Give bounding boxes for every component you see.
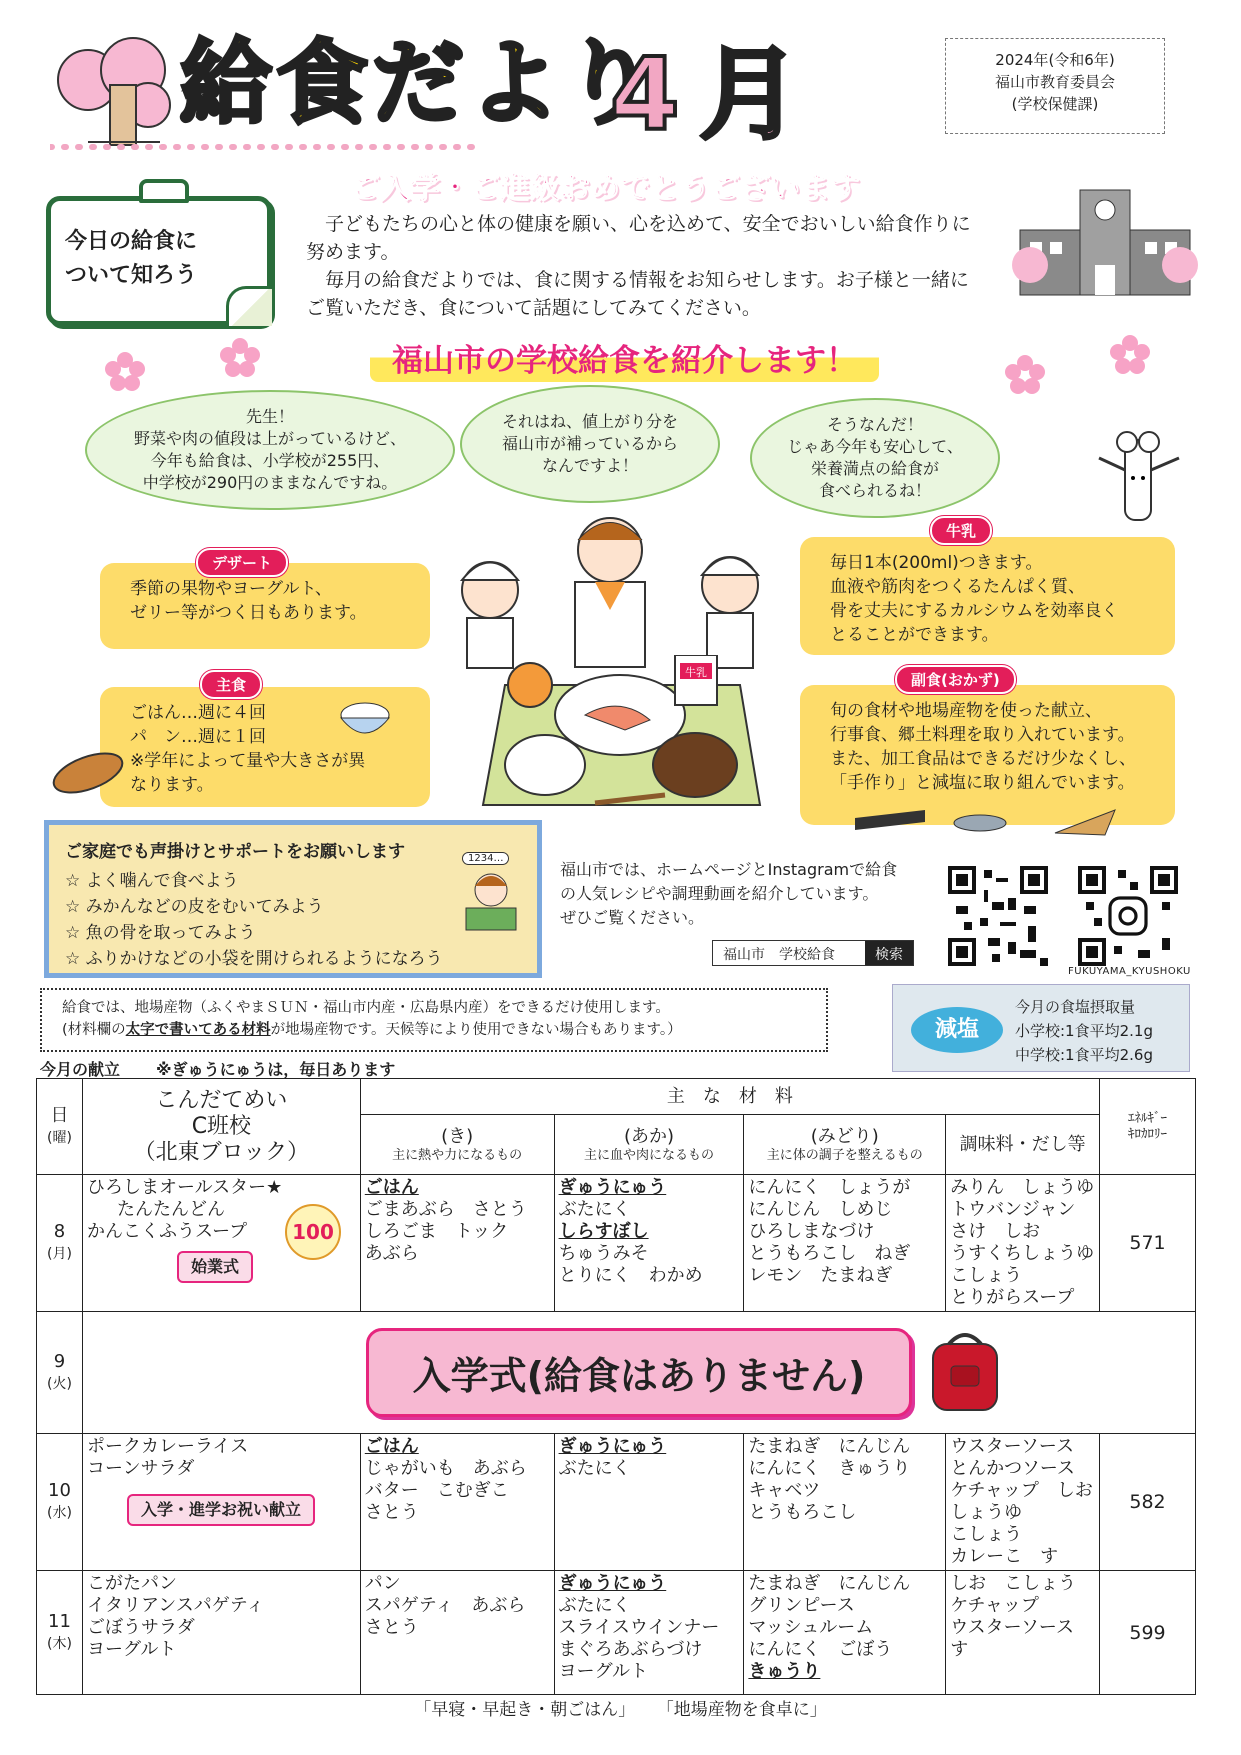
header-red: (あか) 主に血や肉になるもの bbox=[554, 1115, 744, 1175]
search-box[interactable] bbox=[712, 940, 914, 966]
bubble-line: 先生！ bbox=[245, 407, 294, 426]
home-support-item: ☆ みかんなどの皮をむいてみよう bbox=[65, 897, 324, 917]
search-query[interactable]: 福山市 学校給食 bbox=[723, 947, 835, 963]
sakura-icon bbox=[1005, 355, 1045, 395]
side-line: 旬の食材や地場産物を使った献立、 bbox=[830, 701, 1102, 721]
clip-icon bbox=[139, 179, 189, 203]
header-seasoning: 調味料・だし等 bbox=[946, 1115, 1100, 1175]
row-date: 8 (月) bbox=[37, 1175, 83, 1312]
row-energy: 599 bbox=[1100, 1571, 1196, 1695]
row-green: たまねぎ にんじん グリンピース マッシュルーム にんにく ごぼう きゅうり bbox=[744, 1571, 946, 1695]
sakura-icon bbox=[220, 338, 260, 378]
page-curl-icon bbox=[226, 286, 272, 326]
home-support-item: ☆ よく噛んで食べよう bbox=[65, 871, 239, 891]
milk-line: 毎日1本(200ml)つきます。 bbox=[830, 553, 1043, 573]
qr-code-instagram-icon[interactable] bbox=[1078, 866, 1178, 966]
bubble-line: 食べられるね！ bbox=[818, 481, 931, 500]
header-energy: ｴﾈﾙｷﾞｰ ｷﾛｶﾛﾘｰ bbox=[1100, 1079, 1196, 1175]
greeting-paragraph-2: 毎月の給食だよりでは、食に関する情報をお知らせします。お子様と一緒にご覧いただき、食について話題にしてみてください。 bbox=[306, 269, 969, 319]
project-logo-icon bbox=[284, 1203, 342, 1261]
issuer-dept: (学校保健課) bbox=[1011, 95, 1099, 113]
counting-bubble: 1234… bbox=[462, 852, 509, 865]
row-yellow: ごはん じゃがいも あぶら バター こむぎこ さとう bbox=[360, 1434, 554, 1571]
intro-banner: 福山市の学校給食を紹介します！ bbox=[370, 333, 879, 382]
local-produce-note bbox=[40, 988, 828, 1052]
header-menu-name: こんだてめい C班校 （北東ブロック） bbox=[82, 1079, 360, 1175]
school-bag-icon bbox=[925, 1330, 1005, 1414]
header-yellow: (き) 主に熱や力になるもの bbox=[360, 1115, 554, 1175]
milk-line: 骨を丈夫にするカルシウムを効率良く bbox=[830, 601, 1119, 621]
table-row bbox=[37, 1571, 1196, 1695]
staple-line: なります。 bbox=[130, 775, 214, 795]
salt-badge: 減塩 bbox=[911, 1007, 1003, 1053]
svg-text:100: 100 bbox=[291, 1220, 334, 1244]
local-note-line-1: 給食では、地場産物（ふくやまＳＵＮ・福山市内産・広島県内産）をできるだけ使用します。 bbox=[62, 1000, 670, 1016]
slogan-2: 「地場産物を食卓に」 bbox=[656, 1700, 827, 1720]
table-row bbox=[37, 1434, 1196, 1571]
wooden-dish-icon bbox=[1050, 805, 1120, 840]
sns-line: 福山市では、ホームページとInstagramで給食 bbox=[560, 860, 898, 879]
row-seasoning: しお こしょう ケチャップ ウスターソース す bbox=[946, 1571, 1100, 1695]
instagram-caption: FUKUYAMA_KYUSHOKU bbox=[1068, 966, 1191, 977]
sakura-icon bbox=[1110, 335, 1150, 375]
salt-intake-box bbox=[892, 984, 1190, 1072]
clipboard-line-1: 今日の給食に bbox=[65, 229, 198, 254]
bubble-line: そうなんだ！ bbox=[826, 415, 923, 434]
row-dishes: こがたパン イタリアンスパゲティ ごぼうサラダ ヨーグルト bbox=[82, 1571, 360, 1695]
row-dishes: ポークカレーライス コーンサラダ 入学・進学お祝い献立 bbox=[82, 1434, 360, 1571]
qr-code-homepage-icon[interactable] bbox=[948, 866, 1048, 966]
side-line: 「手作り」と減塩に取り組んでいます。 bbox=[830, 773, 1135, 793]
staple-line: パ ン…週に１回 bbox=[130, 727, 266, 747]
bone-mascot-icon bbox=[1085, 430, 1195, 525]
side-line: 行事食、郷土料理を取り入れています。 bbox=[830, 725, 1135, 745]
newsletter-title: 給食だより bbox=[180, 30, 661, 137]
dessert-line: ゼリー等がつく日もあります。 bbox=[130, 603, 367, 623]
sns-line: の人気レシピや調理動画を紹介しています。 bbox=[560, 884, 879, 903]
bubble-line: それはね、値上がり分を bbox=[501, 412, 678, 431]
fish-icon bbox=[950, 808, 1010, 838]
row-date: 10 (水) bbox=[37, 1434, 83, 1571]
menu-label: 今月の献立 bbox=[40, 1060, 121, 1079]
header-green: (みどり) 主に体の調子を整えるもの bbox=[744, 1115, 946, 1175]
sns-info bbox=[560, 858, 950, 930]
side-dish-box bbox=[800, 685, 1175, 825]
salt-junior: 中学校:1食平均2.6g bbox=[1015, 1046, 1153, 1064]
ceremony-cell bbox=[82, 1312, 1195, 1434]
header-ingredients: 主 な 材 料 bbox=[360, 1079, 1099, 1115]
issuer-box bbox=[945, 38, 1165, 134]
staple-tag: 主食 bbox=[200, 670, 262, 699]
clipboard-line-2: ついて知ろう bbox=[65, 263, 198, 288]
row-red: ぎゅうにゅう ぶたにく bbox=[554, 1434, 744, 1571]
school-building-icon bbox=[1010, 170, 1200, 300]
month-title: 4月 bbox=[610, 36, 820, 153]
ceremony-banner: 入学式(給食はありません) bbox=[366, 1328, 913, 1417]
row-red: ぎゅうにゅう ぶたにく しらすぼし ちゅうみそ とりにく わかめ bbox=[554, 1175, 744, 1312]
local-note-line-2: (材料欄の太字で書いてある材料が地場産物です。天候等により使用できない場合もあります。） bbox=[62, 1022, 682, 1038]
milk-line: とることができます。 bbox=[830, 625, 999, 645]
milk-box bbox=[800, 537, 1175, 655]
row-energy: 571 bbox=[1100, 1175, 1196, 1312]
speech-bubble-student bbox=[85, 390, 455, 510]
menu-note bbox=[40, 1057, 395, 1080]
home-support-item: ☆ ふりかけなどの小袋を開けられるようになろう bbox=[65, 949, 443, 969]
row-green: にんにく しょうが にんじん しめじ ひろしまなづけ とうもろこし ねぎ レモン たまねぎ bbox=[744, 1175, 946, 1312]
slogans bbox=[0, 1695, 1241, 1720]
greeting-headline: ご入学・ご進級おめでとうございます bbox=[350, 171, 860, 206]
menu-table bbox=[36, 1078, 1196, 1695]
staple-line: ごはん…週に４回 bbox=[130, 703, 266, 723]
clipboard-box bbox=[46, 196, 272, 326]
bubble-line: なんですよ！ bbox=[541, 456, 638, 475]
bubble-line: 中学校が290円のままなんですね。 bbox=[142, 473, 398, 492]
bubble-line: 栄養満点の給食が bbox=[810, 459, 939, 478]
dot-border-icon bbox=[50, 140, 480, 154]
table-row bbox=[37, 1175, 1196, 1312]
salt-title: 今月の食塩摂取量 bbox=[1015, 998, 1136, 1016]
kelp-icon bbox=[850, 808, 930, 838]
event-badge: 入学・進学お祝い献立 bbox=[127, 1494, 315, 1526]
row-yellow: パン スパゲティ あぶら さとう bbox=[360, 1571, 554, 1695]
table-row bbox=[37, 1312, 1196, 1434]
bubble-line: 福山市が補っているから bbox=[501, 434, 678, 453]
milk-carton-label: 牛乳 bbox=[685, 666, 707, 679]
row-date: 9 (火) bbox=[37, 1312, 83, 1434]
speech-bubble-teacher bbox=[460, 385, 720, 503]
slogan-1: 「早寝・早起き・朝ごはん」 bbox=[414, 1700, 636, 1720]
milk-tag: 牛乳 bbox=[930, 516, 992, 545]
row-green: たまねぎ にんじん にんにく きゅうり キャベツ とうもろこし bbox=[744, 1434, 946, 1571]
row-seasoning: みりん しょうゆ トウバンジャン さけ しお うすくちしょうゆ こしょう とりがらスープ bbox=[946, 1175, 1100, 1312]
issuer-year: 2024年(令和6年) bbox=[995, 51, 1115, 69]
sns-line: ぜひご覧ください。 bbox=[560, 908, 705, 927]
sakura-icon bbox=[105, 352, 145, 392]
local-note-bold: 太字で書いてある材料 bbox=[125, 1022, 271, 1038]
milk-note: ※ぎゅうにゅうは，毎日あります bbox=[156, 1060, 396, 1079]
search-button[interactable]: 検索 bbox=[865, 941, 913, 965]
speech-bubble-student-2 bbox=[750, 398, 1000, 518]
dessert-tag: デザート bbox=[196, 548, 288, 577]
row-red: ぎゅうにゅう ぶたにく スライスウインナー まぐろあぶらづけ ヨーグルト bbox=[554, 1571, 744, 1695]
salt-elementary: 小学校:1食平均2.1g bbox=[1015, 1022, 1153, 1040]
side-line: また、加工食品はできるだけ少なくし、 bbox=[830, 749, 1136, 769]
rice-bowl-icon bbox=[335, 700, 395, 745]
row-energy: 582 bbox=[1100, 1434, 1196, 1571]
event-badge: 始業式 bbox=[177, 1251, 253, 1283]
girl-eating-icon bbox=[456, 868, 526, 938]
bubble-line: 今年も給食は、小学校が255円、 bbox=[150, 451, 390, 470]
bread-icon bbox=[48, 748, 128, 798]
home-support-item: ☆ 魚の骨を取ってみよう bbox=[65, 923, 256, 943]
milk-line: 血液や筋肉をつくるたんぱく質、 bbox=[830, 577, 1085, 597]
row-yellow: ごはん ごまあぶら さとう しろごま トック あぶら bbox=[360, 1175, 554, 1312]
cherry-tree-icon bbox=[48, 30, 178, 150]
bubble-line: 野菜や肉の値段は上がっているけど、 bbox=[133, 429, 406, 448]
home-support-title: ご家庭でも声掛けとサポートをお願いします bbox=[65, 842, 405, 862]
row-date: 11 (木) bbox=[37, 1571, 83, 1695]
lunch-tray-icon bbox=[475, 655, 765, 815]
staple-line: ※学年によって量や大きさが異 bbox=[130, 751, 366, 771]
greeting-text bbox=[306, 210, 986, 322]
row-dishes: ひろしまオールスター★ たんたんどん かんこくふうスープ 始業式 100 bbox=[82, 1175, 360, 1312]
issuer-board: 福山市教育委員会 bbox=[994, 73, 1115, 91]
header-date: 日 (曜) bbox=[37, 1079, 83, 1175]
teacher-students-icon bbox=[445, 510, 775, 670]
side-dish-tag: 副食(おかず) bbox=[895, 665, 1016, 694]
greeting-paragraph-1: 子どもたちの心と体の健康を願い、心を込めて、安全でおいしい給食作りに努めます。 bbox=[306, 213, 971, 263]
dessert-line: 季節の果物やヨーグルト、 bbox=[130, 579, 332, 599]
row-seasoning: ウスターソース とんかつソース ケチャップ しお しょうゆ こしょう カレーこ す bbox=[946, 1434, 1100, 1571]
bubble-line: じゃあ今年も安心して、 bbox=[787, 437, 963, 456]
